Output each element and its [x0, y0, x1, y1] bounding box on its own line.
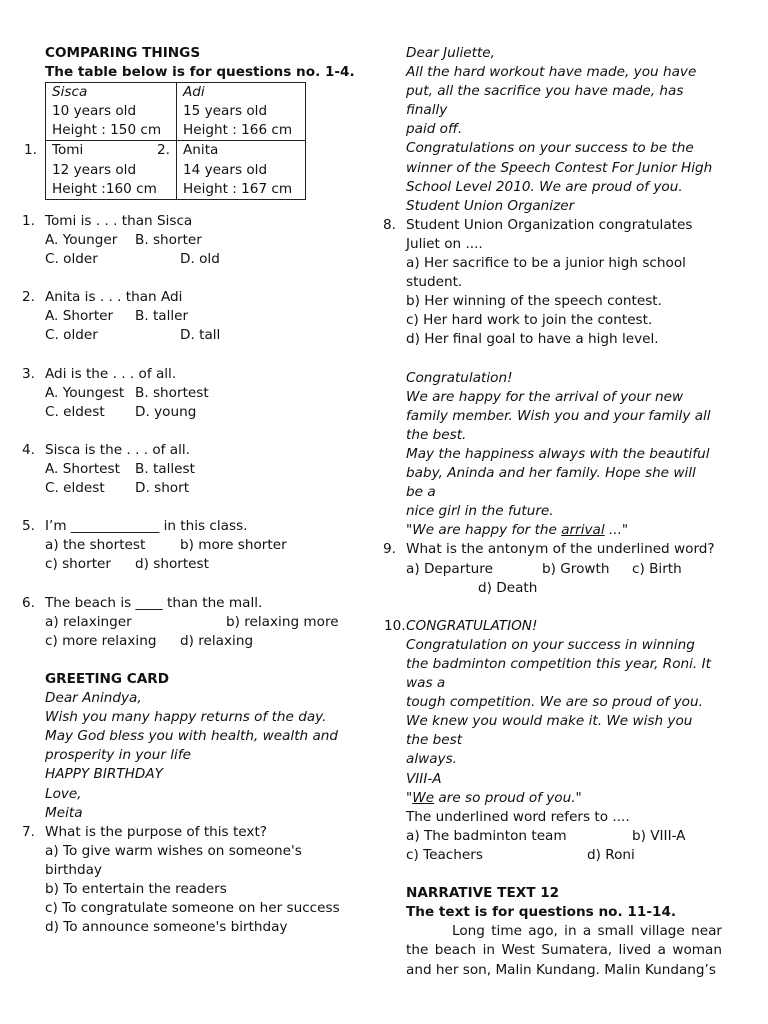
card-line: Wish you many happy returns of the day.: [45, 709, 327, 726]
question-7: [22, 823, 365, 938]
option-d[interactable]: D. old: [180, 250, 220, 267]
card-line: finally: [406, 102, 448, 119]
question-stem: Student Union Organization congratulates: [406, 216, 693, 233]
card-line: Congratulation on your success in winning: [406, 636, 695, 653]
question-number: 6.: [22, 594, 35, 611]
quote-text: "We are happy for the: [406, 522, 562, 539]
card-line: All the hard workout have made, you have: [406, 64, 697, 81]
left-column: [22, 44, 365, 937]
question-stem: Adi is the . . . of all.: [45, 365, 177, 382]
quote-text: are so proud of you.": [434, 789, 582, 806]
card-line: Student Union Organizer: [406, 197, 575, 214]
option-c[interactable]: C. eldest: [45, 403, 105, 420]
table-row: [46, 141, 306, 199]
question-number: 7.: [22, 823, 35, 840]
option-c[interactable]: c) Birth: [632, 560, 682, 577]
card-line: tough competition. We are so proud of you.: [406, 694, 703, 711]
cell-age: 15 years old: [183, 103, 268, 120]
option-d[interactable]: d) shortest: [135, 556, 209, 573]
option-d[interactable]: d) relaxing: [180, 632, 254, 649]
cell-height: Height :160 cm: [52, 180, 157, 197]
cell-name: Anita: [183, 142, 219, 159]
section-title-greeting: GREETING CARD: [45, 671, 170, 687]
question-number: 5.: [22, 518, 35, 535]
card-line: We are happy for the arrival of your new: [406, 388, 684, 405]
table-intro: The table below is for questions no. 1-4.: [45, 64, 355, 81]
option-a[interactable]: A. Younger: [45, 231, 118, 248]
underlined-word: arrival: [561, 522, 605, 539]
question-stem: The beach is ____ than the mall.: [45, 594, 263, 611]
card-line: the badminton competition this year, Roni. It: [406, 656, 711, 672]
option-c[interactable]: c) To congratulate someone on her success: [45, 900, 340, 917]
row-number-1: 1.: [24, 142, 37, 159]
underlined-word: We: [412, 789, 435, 806]
option-a[interactable]: A. Shortest: [45, 460, 120, 477]
card-line: baby, Aninda and her family. Hope she will: [406, 465, 696, 482]
option-b[interactable]: B. shortest: [135, 384, 209, 401]
card-line: May the happiness always with the beautiful: [406, 445, 710, 462]
option-b[interactable]: b) VIII-A: [632, 827, 686, 844]
cell-name: Tomi: [52, 142, 84, 159]
quote-arrival: [406, 521, 736, 540]
card-line: School Level 2010. We are proud of you.: [406, 178, 683, 195]
question-9: [383, 540, 736, 597]
card-line: We knew you would make it. We wish you: [406, 713, 693, 730]
option-d[interactable]: d) Her final goal to have a high level.: [406, 331, 659, 348]
question-stem: What is the antonym of the underlined word?: [406, 541, 715, 558]
card-line: winner of the Speech Contest For Junior High: [406, 159, 713, 176]
cell-age: 14 years old: [183, 161, 268, 178]
option-a[interactable]: a) Departure: [406, 560, 493, 577]
question-1: [22, 212, 365, 269]
narrative-paragraph: Long time ago, in a small village near the beach in West Sumatera, lived a woman and her son, Malin Kundang. Malin Kundang’s: [406, 923, 722, 978]
option-d[interactable]: D. short: [135, 480, 190, 497]
question-8: [383, 216, 736, 350]
question-number: 2.: [22, 289, 35, 306]
card-line: Dear Juliette,: [406, 45, 495, 61]
card-line: nice girl in the future.: [406, 503, 554, 520]
option-a[interactable]: a) The badminton team: [406, 827, 567, 844]
option-d[interactable]: d) To announce someone's birthday: [45, 919, 288, 936]
question-stem: Sisca is the . . . of all.: [45, 441, 190, 458]
card-line: be a: [406, 484, 436, 501]
card-line: Congratulations on your success to be the: [406, 140, 694, 157]
option-a[interactable]: A. Youngest: [45, 384, 125, 401]
card-line: always.: [406, 751, 458, 768]
option-b[interactable]: B. taller: [135, 308, 189, 325]
option-c[interactable]: c) Her hard work to join the contest.: [406, 312, 653, 329]
card-line: was a: [406, 675, 446, 692]
row-number-2: 2.: [157, 142, 170, 159]
cell-name: Sisca: [52, 84, 88, 101]
option-c[interactable]: c) shorter: [45, 556, 111, 573]
congratulation-card-baby: [406, 369, 736, 522]
table-cell-sisca: [46, 83, 177, 141]
card-line: the best: [406, 732, 463, 749]
card-line: prosperity in your life: [45, 747, 191, 764]
option-b[interactable]: b) more shorter: [180, 537, 287, 554]
option-c[interactable]: C. older: [45, 327, 98, 344]
option-b[interactable]: b) Her winning of the speech contest.: [406, 293, 662, 310]
question-stem: Tomi is . . . than Sisca: [45, 212, 193, 229]
option-c[interactable]: C. eldest: [45, 480, 105, 497]
question-number: 3.: [22, 365, 35, 382]
card-line: the best.: [406, 426, 467, 443]
greeting-card-text: [45, 689, 365, 823]
question-4: [22, 441, 365, 498]
question-10: [384, 617, 736, 865]
card-line: paid off.: [406, 121, 463, 138]
question-stem: What is the purpose of this text?: [45, 823, 267, 840]
card-line: VIII-A: [406, 770, 442, 787]
card-line: Love,: [45, 785, 82, 802]
option-b[interactable]: b) Growth: [542, 560, 610, 577]
option-a[interactable]: a) Her sacrifice to be a junior high school: [406, 255, 686, 272]
question-stem: The underlined word refers to ....: [406, 808, 630, 825]
card-line: Congratulation!: [406, 369, 513, 386]
question-number: 8.: [383, 216, 396, 233]
option-b[interactable]: b) To entertain the readers: [45, 881, 227, 898]
option-a[interactable]: a) the shortest: [45, 537, 146, 554]
option-d[interactable]: D. young: [135, 403, 197, 420]
question-stem: I’m _____________ in this class.: [45, 518, 248, 535]
table-row: [46, 83, 306, 141]
option-d[interactable]: d) Roni: [587, 846, 635, 863]
option-a-continued: student.: [406, 274, 463, 291]
option-c[interactable]: c) more relaxing: [45, 632, 157, 649]
question-number: 4.: [22, 441, 35, 458]
option-c[interactable]: c) Teachers: [406, 846, 483, 863]
card-line: put, all the sacrifice you have made, has: [406, 83, 684, 100]
card-line: family member. Wish you and your family all: [406, 407, 711, 424]
comparison-table: [24, 82, 306, 200]
question-stem: Anita is . . . than Adi: [45, 289, 183, 306]
section-title-comparing: COMPARING THINGS: [45, 45, 201, 61]
option-b[interactable]: b) relaxing more: [226, 613, 339, 630]
question-number: 10.: [384, 617, 406, 634]
quote-text: ": [406, 789, 413, 806]
option-b[interactable]: B. shorter: [135, 231, 202, 248]
cell-height: Height : 167 cm: [183, 180, 293, 197]
table-cell-anita: [157, 141, 306, 199]
right-column: [383, 44, 736, 980]
question-3: [22, 365, 365, 422]
question-number: 1.: [22, 212, 35, 229]
option-a[interactable]: a) relaxinger: [45, 613, 132, 630]
card-line: HAPPY BIRTHDAY: [45, 766, 163, 783]
congratulation-card-juliette: [406, 44, 736, 216]
option-d[interactable]: d) Death: [478, 579, 538, 596]
card-heading: CONGRATULATION!: [406, 617, 538, 634]
card-line: Dear Anindya,: [45, 690, 142, 707]
quote-text: ...": [604, 522, 629, 539]
question-number: 9.: [383, 541, 396, 558]
option-c[interactable]: C. older: [45, 250, 98, 267]
table-cell-adi: [177, 83, 306, 141]
cell-age: 12 years old: [52, 161, 137, 178]
option-a[interactable]: a) To give warm wishes on someone's: [45, 842, 302, 859]
cell-height: Height : 166 cm: [183, 122, 293, 139]
card-line: Meita: [45, 804, 83, 821]
congratulation-card-roni: [406, 636, 736, 789]
quote-proud: [406, 789, 736, 808]
question-2: [22, 288, 365, 345]
cell-name: Adi: [183, 84, 205, 101]
card-line: May God bless you with health, wealth and: [45, 728, 339, 745]
narrative-intro: The text is for questions no. 11-14.: [406, 904, 677, 921]
option-a[interactable]: A. Shorter: [45, 308, 114, 325]
option-a-continued: birthday: [45, 861, 102, 878]
option-b[interactable]: B. tallest: [135, 460, 195, 477]
section-title-narrative: NARRATIVE TEXT 12: [406, 885, 560, 902]
option-d[interactable]: D. tall: [180, 327, 221, 344]
question-6: [22, 594, 365, 651]
cell-age: 10 years old: [52, 103, 137, 120]
question-5: [22, 517, 365, 574]
cell-height: Height : 150 cm: [52, 122, 162, 139]
question-stem-continued: Juliet on ....: [406, 235, 483, 252]
